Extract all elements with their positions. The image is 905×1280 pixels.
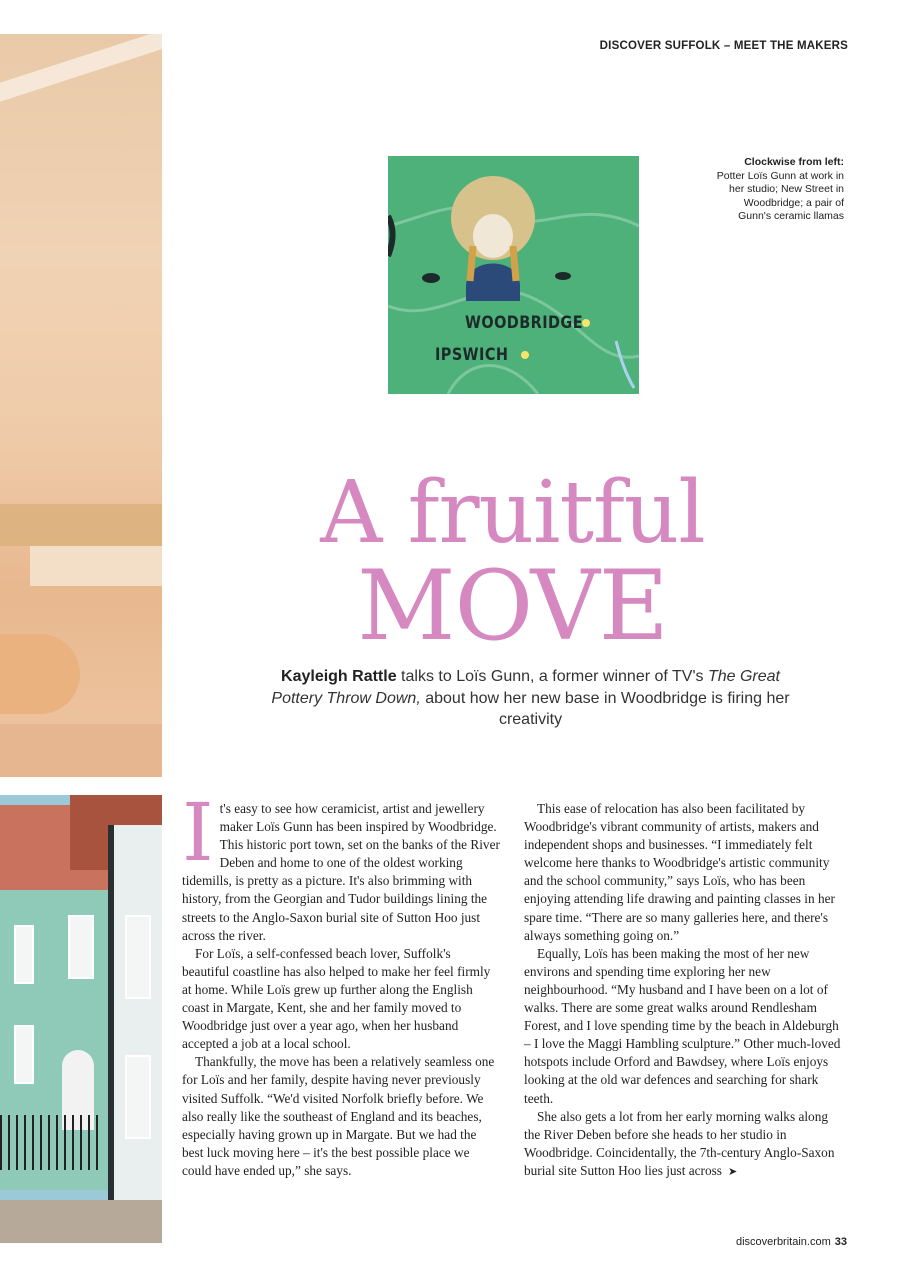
paragraph: This ease of relocation has also been facilitated by Woodbridge's vibrant community of artists, makers and independent shops and businesses. “I immediately felt welcome here thanks to Woodbridge's artistic community and the school community,” says Loïs, who has been enjoying attending life drawing and painting classes in her spare time. “There are so many galleries here, and there's always something going on.”	[524, 801, 835, 943]
ipswich-dot	[521, 351, 529, 359]
potter-braid	[470, 246, 473, 281]
section-header: DISCOVER SUFFOLK – MEET THE MAKERS	[599, 40, 848, 52]
paragraph: Thankfully, the move has been a relatively seamless one for Loïs and her family, despite having never previously visited Suffolk. “We'd visited Norfolk briefly before. We also really like the southeast of England and its beaches, especially having grown up in Margate. But we had the best luck moving here – it's the best possible place we could have ended up,” she says.	[182, 1054, 495, 1178]
caption-text: Potter Loïs Gunn at work in her studio; New Street in Woodbridge; a pair of Gunn's ceramic llamas	[716, 169, 844, 222]
footer-site: discoverbritain.com	[735, 1236, 831, 1248]
new-street-photo	[0, 795, 162, 1243]
paragraph: For Loïs, a self-confessed beach lover, Suffolk's beautiful coastline has also helped to make her feel firmly at home. While Loïs grew up further along the English coast in Margate, Kent, she and her family moved to Woodbridge just over a year ago, when her husband accepted a job at a local school.	[182, 945, 491, 1052]
window	[125, 915, 151, 999]
woodbridge-map-illustration	[388, 156, 639, 394]
studio-bench	[0, 724, 162, 777]
map-road	[448, 366, 538, 395]
map-river	[616, 341, 634, 388]
page-footer	[736, 1236, 847, 1248]
potter-face	[473, 214, 513, 258]
ceramic-pot	[0, 634, 80, 714]
body-column-left	[182, 786, 500, 1180]
map-bush	[555, 272, 571, 280]
white-house-facade	[112, 825, 162, 1243]
map-coast	[388, 216, 393, 256]
studio-shelf	[30, 546, 162, 586]
woodbridge-dot	[582, 319, 590, 327]
potter-braid	[513, 246, 516, 281]
studio-shelf	[0, 504, 162, 546]
drop-cap: I	[182, 786, 214, 879]
paragraph-text: t's easy to see how ceramicist, artist and jewellery maker Loïs Gunn has been inspired by Woodbridge. This historic port town, set on the banks of the River Deben and home to one of the oldest working tidemills, is pretty as a picture. It's also brimming with history, from the Georgian and Tudor buildings lining the streets to the Anglo-Saxon burial site of Sutton Hoo just across the river.	[182, 801, 500, 943]
page-number: 33	[834, 1236, 847, 1248]
paragraph: Equally, Loïs has been making the most of her new environs and spending time exploring her new neighbourhood. “My husband and I have been on a lot of walks. There are some great walks around Rendlesham Forest, and I love spending time by the beach in Aldeburgh – I love the Maggi Hambling sculpture.” Other much-loved hotspots include Orford and Bawdsey, where Loïs enjoys looking at the old war defences and searching for shark teeth.	[524, 945, 841, 1106]
paragraph	[524, 1108, 842, 1181]
continue-arrow-icon: ➤	[727, 1164, 738, 1178]
map-label-woodbridge: WOODBRIDGE	[465, 313, 584, 333]
photo-caption	[714, 156, 844, 224]
standfirst-text: talks to Loïs Gunn, a former winner of TV's	[396, 668, 708, 685]
headline-line-2: MOVE	[357, 550, 668, 662]
author-name: Kayleigh Rattle	[281, 668, 397, 685]
light-ray	[0, 34, 162, 106]
body-column-right	[524, 800, 842, 1181]
map-bush	[422, 273, 440, 283]
paragraph	[182, 786, 500, 945]
paragraph-text: She also gets a lot from her early morning walks along the River Deben before she heads to her studio in Woodbridge. Coincidentally, the 7th-century Anglo-Saxon burial site Sutton Hoo lies just across	[524, 1108, 835, 1178]
standfirst	[268, 666, 793, 731]
studio-photo	[0, 34, 162, 777]
window	[68, 915, 94, 979]
iron-railing	[0, 1115, 100, 1170]
pavement	[0, 1200, 162, 1243]
map-label-ipswich: IPSWICH	[435, 345, 509, 365]
map-graphic	[388, 156, 639, 394]
standfirst-text: about how her new base in Woodbridge is firing her creativity	[420, 689, 790, 728]
headline-line-1: A fruitful	[320, 463, 705, 563]
window	[14, 925, 34, 984]
caption-lead: Clockwise from left:	[744, 156, 844, 168]
show-title: The Great Pottery Throw Down,	[271, 668, 780, 707]
drainpipe	[108, 825, 114, 1205]
window	[14, 1025, 34, 1084]
window	[125, 1055, 151, 1139]
